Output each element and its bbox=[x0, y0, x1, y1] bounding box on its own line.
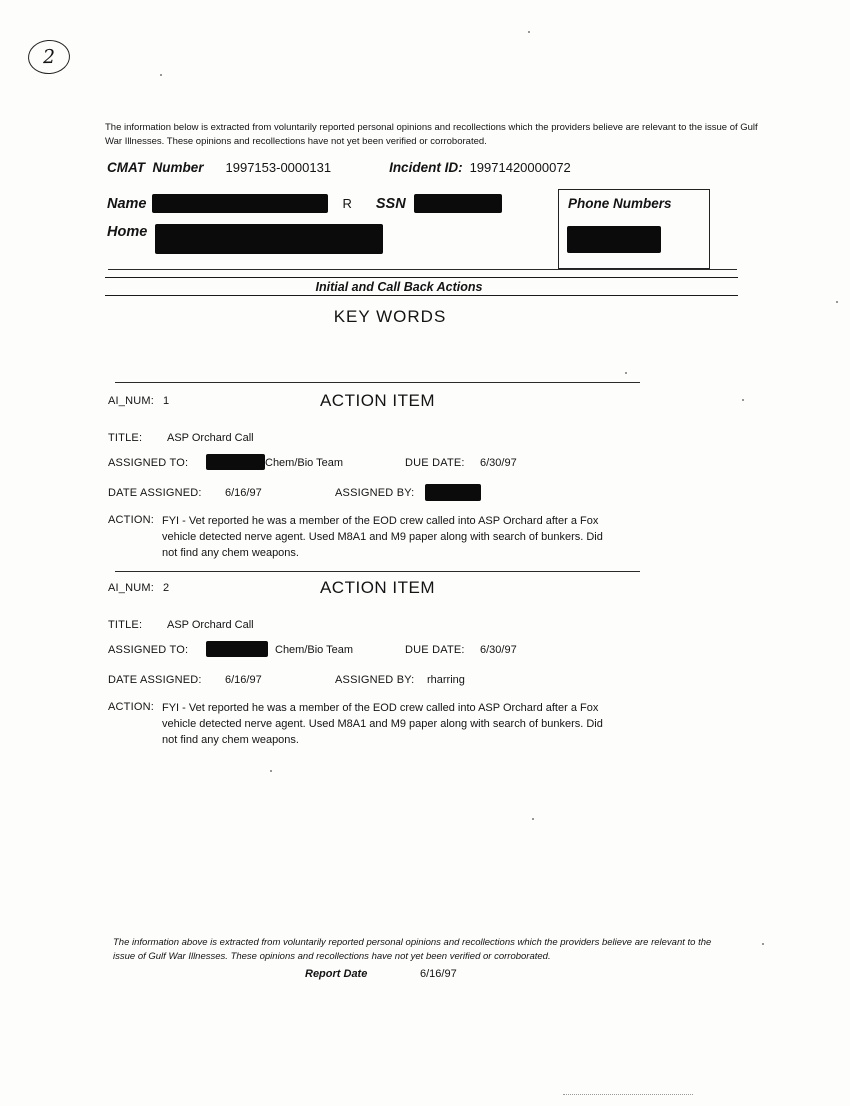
name-ssn-row bbox=[107, 194, 502, 213]
assigned-by-label: ASSIGNED BY: bbox=[335, 674, 415, 686]
action-item-header-row bbox=[105, 391, 738, 417]
ai-num-value: 2 bbox=[163, 582, 170, 594]
action-item-1 bbox=[105, 391, 738, 567]
assigned-to-value: Chem/Bio Team bbox=[265, 457, 344, 469]
initial-callback-actions-title: Initial and Call Back Actions bbox=[315, 279, 483, 294]
action-label: ACTION: bbox=[108, 514, 155, 526]
phone-redaction-bar bbox=[567, 226, 661, 253]
ai-num-label: AI_NUM: bbox=[108, 395, 155, 407]
action-text: FYI - Vet reported he was a member of the EOD crew called into ASP Orchard after a Fox vehicle detected nerve agent. Used M8A1 and M9 paper along with search of bunkers. Did not find any chem weapons. bbox=[162, 515, 603, 559]
phone-numbers-box bbox=[558, 189, 710, 269]
due-date-value: 6/30/97 bbox=[480, 644, 517, 656]
scan-noise-dot bbox=[528, 31, 530, 33]
action-label: ACTION: bbox=[108, 701, 155, 713]
scan-artifact-line bbox=[563, 1094, 693, 1095]
ssn-redaction-bar bbox=[414, 194, 502, 213]
action-item-heading: ACTION ITEM bbox=[319, 578, 436, 597]
assigned-by-label: ASSIGNED BY: bbox=[335, 487, 415, 499]
name-redaction-bar bbox=[152, 194, 328, 213]
title-value: ASP Orchard Call bbox=[167, 432, 254, 444]
assigned-to-redaction-bar bbox=[206, 454, 265, 470]
ssn-label: SSN bbox=[375, 195, 406, 212]
assigned-to-label: ASSIGNED TO: bbox=[108, 644, 189, 656]
incident-id-value: 19971420000072 bbox=[469, 160, 571, 175]
header-divider bbox=[108, 269, 737, 270]
scan-noise-dot bbox=[160, 74, 162, 76]
assigned-to-value: Chem/Bio Team bbox=[275, 644, 354, 656]
section-divider bbox=[115, 571, 640, 572]
scan-noise-dot bbox=[742, 399, 744, 401]
ai-num-value: 1 bbox=[163, 395, 170, 407]
date-assigned-label: DATE ASSIGNED: bbox=[108, 487, 202, 499]
action-item-2 bbox=[105, 578, 738, 754]
page-number-text: 2 bbox=[42, 45, 56, 69]
phone-numbers-label: Phone Numbers bbox=[568, 196, 672, 211]
name-suffix: R bbox=[342, 196, 352, 211]
title-label: TITLE: bbox=[108, 619, 143, 631]
action-text: FYI - Vet reported he was a member of the EOD crew called into ASP Orchard after a Fox vehicle detected nerve agent. Used M8A1 and M9 paper along with search of bunkers. Did not find any chem weapons. bbox=[162, 702, 603, 746]
scan-noise-dot bbox=[762, 943, 764, 945]
top-disclaimer: The information below is extracted from voluntarily reported personal opinions and recollections which the providers believe are relevant to the issue of Gulf War Illnesses. These opinions and recollections have not yet been verified or corroborated. bbox=[105, 122, 758, 147]
cmat-number-value: 1997153-0000131 bbox=[225, 160, 332, 175]
report-date-value: 6/16/97 bbox=[420, 968, 457, 980]
footer-disclaimer: The information above is extracted from voluntarily reported personal opinions and recollections which the providers believe are relevant to the issue of Gulf War Illnesses. These opinions and recollections have not yet been verified or corroborated. bbox=[113, 937, 712, 963]
date-assigned-value: 6/16/97 bbox=[225, 487, 262, 499]
name-label: Name bbox=[107, 195, 147, 212]
incident-id-label: Incident ID: bbox=[389, 160, 463, 175]
scan-noise-dot bbox=[532, 818, 534, 820]
action-item-header-row bbox=[105, 578, 738, 604]
scan-noise-dot bbox=[625, 372, 627, 374]
home-label: Home bbox=[107, 224, 148, 240]
date-assigned-label: DATE ASSIGNED: bbox=[108, 674, 202, 686]
assigned-by-redaction-bar bbox=[425, 484, 481, 501]
title-label: TITLE: bbox=[108, 432, 143, 444]
due-date-label: DUE DATE: bbox=[405, 457, 465, 469]
ai-num-label: AI_NUM: bbox=[108, 582, 155, 594]
report-date-label: Report Date bbox=[305, 968, 368, 980]
section-divider bbox=[115, 382, 640, 383]
title-value: ASP Orchard Call bbox=[167, 619, 254, 631]
initial-callback-actions-bar bbox=[105, 277, 738, 296]
scan-noise-dot bbox=[270, 770, 272, 772]
due-date-value: 6/30/97 bbox=[480, 457, 517, 469]
handwritten-page-number bbox=[27, 39, 71, 76]
due-date-label: DUE DATE: bbox=[405, 644, 465, 656]
report-date-row bbox=[0, 968, 850, 984]
home-redaction-bar bbox=[155, 224, 383, 254]
cmat-incident-row bbox=[107, 160, 571, 175]
key-words-heading: KEY WORDS bbox=[333, 307, 447, 326]
assigned-by-value: rharring bbox=[427, 674, 465, 686]
scan-noise-dot bbox=[836, 301, 838, 303]
assigned-to-redaction-bar bbox=[206, 641, 268, 657]
action-item-heading: ACTION ITEM bbox=[319, 391, 436, 410]
assigned-to-label: ASSIGNED TO: bbox=[108, 457, 189, 469]
home-row bbox=[107, 224, 383, 254]
cmat-number-label: CMAT Number bbox=[107, 160, 204, 175]
date-assigned-value: 6/16/97 bbox=[225, 674, 262, 686]
